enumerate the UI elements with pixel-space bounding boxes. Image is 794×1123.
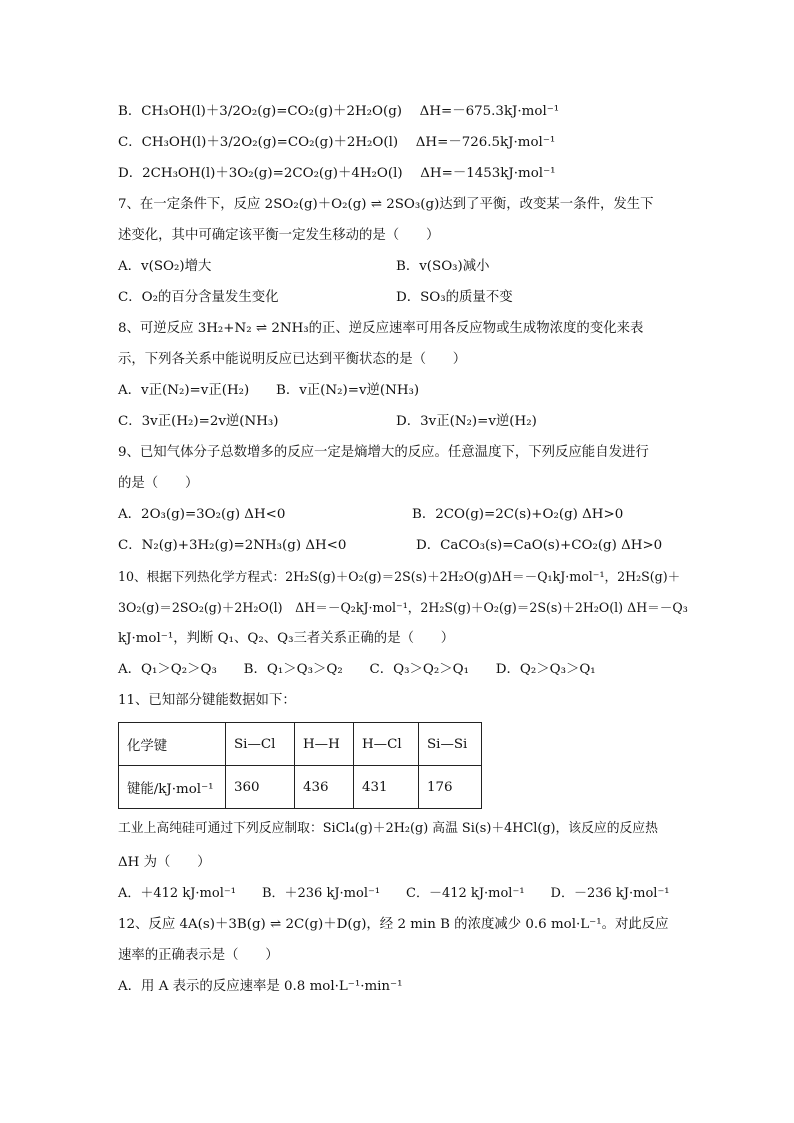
q10-stem-line2: 3O₂(g)＝2SO₂(g)＋2H₂O(l) ΔH＝－Q₂kJ·mol⁻¹，2H₂S(g)＋O₂(g)＝2S(s)＋2H₂O(l) ΔH＝－Q₃ [118,600,688,615]
q7-stem-line1: 7、在一定条件下，反应 2SO₂(g)＋O₂(g) ⇌ 2SO₃(g)达到了平衡，改变某一条件，发生下 [118,197,654,212]
q12-stem-line2: 速率的正确表示是（ ） [118,948,279,963]
q7-stem-line2: 述变化，其中可确定该平衡一定发生移动的是（ ） [118,228,440,243]
q9-stem-line1: 9、已知气体分子总数增多的反应一定是熵增大的反应。任意温度下，下列反应能自发进行 [118,445,649,460]
table-cell: 431 [354,766,419,809]
table-header-cell: Si—Si [419,723,482,766]
q7-option-c: C．O₂的百分含量发生变化 [118,290,279,305]
q6-option-b: B．CH₃OH(l)＋3/2O₂(g)=CO₂(g)＋2H₂O(g) ΔH=－675.3kJ·mol⁻¹ [118,104,560,119]
q9-option-c: C．N₂(g)+3H₂(g)=2NH₃(g) ΔH<0 [118,538,347,553]
q8-option-c: C．3v正(H₂)=2v逆(NH₃) [118,414,279,429]
q7-option-a: A．v(SO₂)增大 [118,259,212,274]
q8-options-row2 [118,406,678,437]
q9-options-row1 [118,499,678,530]
q12-stem-line1: 12、反应 4A(s)＋3B(g) ⇌ 2C(g)＋D(g)，经 2 min B 的浓度减少 0.6 mol·L⁻¹。对此反应 [118,917,669,932]
q8-stem-line1: 8、可逆反应 3H₂+N₂ ⇌ 2NH₃的正、逆反应速率可用各反应物或生成物浓度的变化来表 [118,321,644,336]
q6-option-d: D．2CH₃OH(l)＋3O₂(g)=2CO₂(g)＋4H₂O(l) ΔH=－1453kJ·mol⁻¹ [118,166,556,181]
q10-stem-line1: 10、根据下列热化学方程式：2H₂S(g)＋O₂(g)＝2S(s)＋2H₂O(g)ΔH＝－Q₁kJ·mol⁻¹，2H₂S(g)＋ [118,569,681,584]
q9-stem-line2: 的是（ ） [118,476,199,491]
q12-option-a: A．用 A 表示的反应速率是 0.8 mol·L⁻¹·min⁻¹ [118,979,403,994]
q6-option-c: C．CH₃OH(l)＋3/2O₂(g)=CO₂(g)＋2H₂O(l) ΔH=－726.5kJ·mol⁻¹ [118,135,556,150]
bond-energy-table [118,722,482,809]
q8-option-d: D．3v正(N₂)=v逆(H₂) [396,414,537,429]
table-row [119,766,482,809]
q10-options: A．Q₁＞Q₂＞Q₃ B．Q₁＞Q₃＞Q₂ C．Q₃＞Q₂＞Q₁ D．Q₂＞Q₃＞Q₁ [118,662,596,677]
q7-option-b: B．v(SO₃)减小 [396,259,490,274]
table-header-cell: 化学键 [119,723,226,766]
table-cell: 360 [226,766,295,809]
table-cell: 176 [419,766,482,809]
q7-option-d: D．SO₃的质量不变 [396,290,513,305]
exam-page [118,96,688,1002]
table-cell: 436 [295,766,354,809]
q11-options: A．＋412 kJ·mol⁻¹ B．＋236 kJ·mol⁻¹ C．－412 kJ·mol⁻¹ D．－236 kJ·mol⁻¹ [118,886,670,901]
q9-option-d: D．CaCO₃(s)=CaO(s)+CO₂(g) ΔH>0 [416,538,663,553]
table-header-cell: Si—Cl [226,723,295,766]
q11-stem: 11、已知部分键能数据如下： [118,693,296,708]
q11-stem-line2: ΔH 为（ ） [118,855,211,870]
q9-option-b: B．2CO(g)=2C(s)+O₂(g) ΔH>0 [412,507,624,522]
q7-options-row1 [118,251,678,282]
table-header-cell: H—H [295,723,354,766]
q9-option-a: A．2O₃(g)=3O₂(g) ΔH<0 [118,507,286,522]
table-cell: 键能/kJ·mol⁻¹ [119,766,226,809]
table-header-row [119,723,482,766]
q7-options-row2 [118,282,678,313]
table-header-cell: H—Cl [354,723,419,766]
q8-options-ab: A．v正(N₂)=v正(H₂) B．v正(N₂)=v逆(NH₃) [118,383,420,398]
q8-stem-line2: 示，下列各关系中能说明反应已达到平衡状态的是（ ） [118,352,467,367]
q10-stem-line3: kJ·mol⁻¹，判断 Q₁、Q₂、Q₃三者关系正确的是（ ） [118,631,455,646]
q11-reaction-line: 工业上高纯硅可通过下列反应制取：SiCl₄(g)＋2H₂(g) 高温 Si(s)＋4HCl(g)，该反应的反应热 [118,821,658,836]
q9-options-row2 [118,530,678,561]
